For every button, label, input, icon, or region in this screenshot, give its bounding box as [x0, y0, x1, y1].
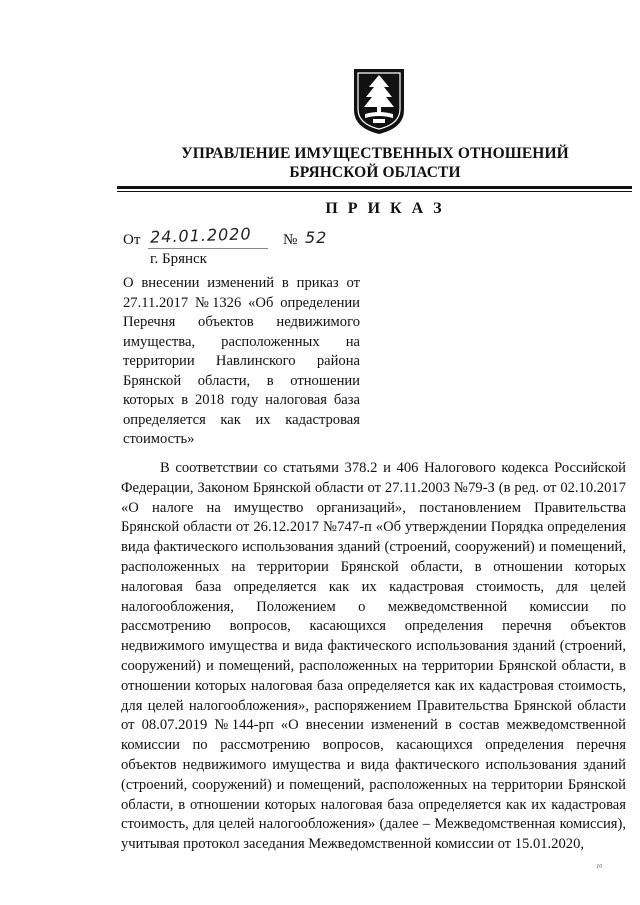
org-line-2: БРЯНСКОЙ ОБЛАСТИ: [289, 164, 461, 181]
document-title: П Р И К А З: [325, 200, 445, 217]
organization-name: [150, 144, 600, 182]
date-underline: [148, 248, 268, 249]
city: г. Брянск: [150, 251, 207, 267]
org-line-1: УПРАВЛЕНИЕ ИМУЩЕСТВЕННЫХ ОТНОШЕНИЙ: [181, 145, 569, 162]
page-mark: ₁₀: [596, 858, 603, 868]
header-divider-thick: [117, 186, 632, 189]
coat-of-arms-icon: [351, 66, 407, 136]
number-sign: №: [283, 232, 298, 248]
order-subject: О внесении изменений в приказ от 27.11.2017 №1326 «Об определении Перечня объектов недвижимого имущества, расположенных на территории Навлинского района Брянской области, в отношении которых в 2018 году налоговая база определяется как их кадастровая стоимость»: [123, 275, 360, 447]
handwritten-number: 52: [305, 228, 328, 247]
date-prefix: От: [123, 232, 141, 248]
order-body-paragraph: В соответствии со статьями 378.2 и 406 Налогового кодекса Российской Федерации, Законом Брянской области от 27.11.2003 №79-З (в ред. от 02.10.2017 «О налоге на имущество организаций», постановлением Правительства Брянской области от 26.12.2017 №747-п «Об утверждении Порядка определения вида фактического использования зданий (строений, сооружений) и помещений, расположенных на территории Брянской области, в отношении которых налоговая база определяется как их кадастровая стоимость, для целей налогообложения, Положением о межведомственной комиссии по рассмотрению вопросов, касающихся определения перечня объектов недвижимого имущества и вида фактического использования зданий (строений, сооружений) и помещений, расположенных на территории Брянской области, в отношении которых налоговая база определяется как их кадастровая стоимость, для целей налогообложения», распоряжением Правительства Брянской области от 08.07.2019 №144-рп «О внесении изменений в состав межведомственной комиссии по рассмотрению вопросов, касающихся определения перечня объектов недвижимого имущества и вида фактического использования зданий (строений, сооружений) и помещений, расположенных на территории Брянской области, в отношении которых налоговая база определяется как их кадастровая стоимость, для целей налогообложения» (далее – Межведомственная комиссия), учитывая протокол заседания Межведомственной комиссии от 15.01.2020,: [121, 460, 626, 853]
handwritten-date: 24.01.2020: [149, 224, 252, 247]
header-divider-thin: [117, 191, 632, 192]
